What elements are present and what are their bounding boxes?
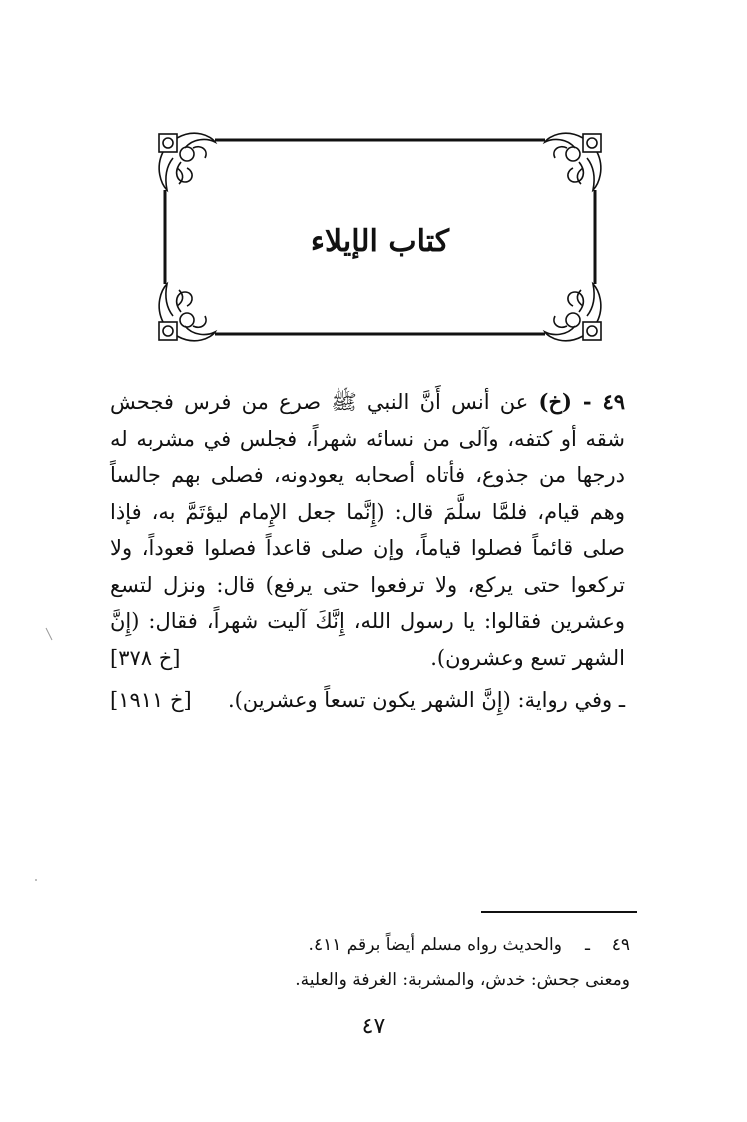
page-number: ٤٧ <box>361 1014 386 1039</box>
hadith-number: ٤٩ - (خ) <box>538 389 626 414</box>
chapter-title: كتاب الإيلاء <box>310 224 450 259</box>
variant-reference: [خ ١٩١١] <box>110 688 192 712</box>
footnote-text-2: ومعنى جحش: خدش، والمشربة: الغرفة والعلية. <box>295 970 630 990</box>
footnote-number: ٤٩ <box>611 935 630 955</box>
hadith-text: عن أنس أَنَّ النبي ﷺ صرع من فرس فجحش شقه أو كتفه، وآلى من نسائه شهراً، فجلس في مشربه له درجها من جذوع، فأتاه أصحابه يعودونه، فصلى بهم جالساً وهم قيام، فلمَّا سلَّمَ قال: (إِنَّما جعل الإِمام ليؤتَمَّ به، فإذا صلى قائماً فصلوا قياماً، وإن صلى قاعداً فصلوا قعوداً، ولا تركعوا حتى يركع، ولا ترفعوا حتى يرفع) قال: ونزل لتسع وعشرين فقالوا: يا رسول الله، إِنَّكَ آليت شهراً، فقال: (إِنَّ الشهر تسع وعشرون). <box>110 390 625 670</box>
variant-text: ـ وفي رواية: (إِنَّ الشهر يكون تسعاً وعشرين). <box>227 688 625 712</box>
hadith-reference: [خ ٣٧٨] <box>110 645 181 670</box>
footnote-dash: ـ <box>585 935 590 955</box>
footnote-text-1: والحديث رواه مسلم أيضاً برقم ٤١١. <box>308 935 562 955</box>
